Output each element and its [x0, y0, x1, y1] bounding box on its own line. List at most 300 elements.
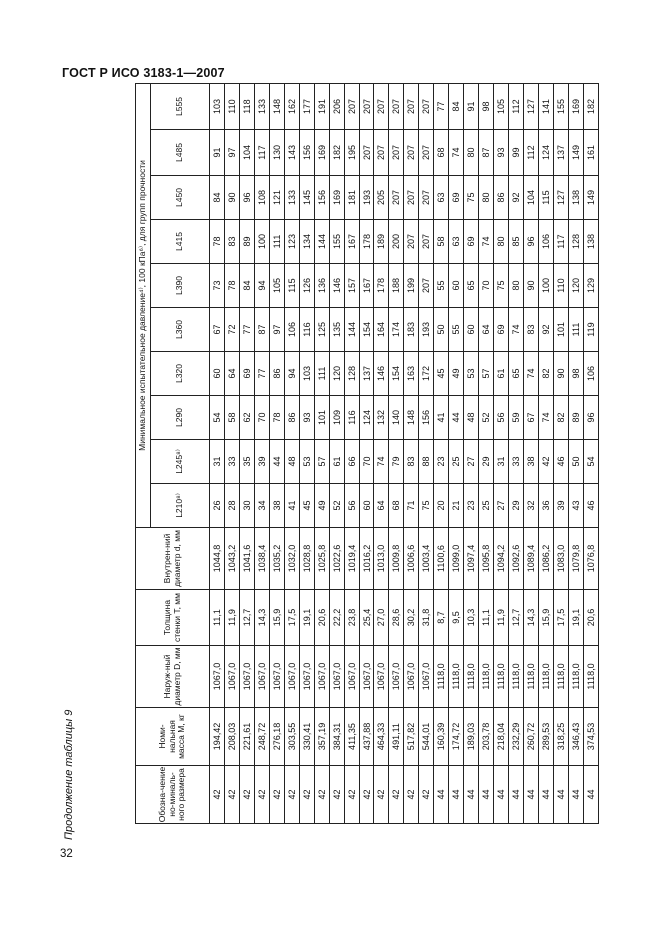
table-cell: 464,33 [374, 708, 389, 766]
table-cell: 146 [329, 264, 344, 308]
table-cell: 44 [568, 766, 583, 824]
table-cell: 39 [553, 484, 568, 528]
table-cell: 154 [359, 308, 374, 352]
table-cell: 50 [568, 440, 583, 484]
table-cell: 65 [464, 264, 479, 308]
table-cell: 31,8 [419, 590, 434, 646]
table-cell: 111 [568, 308, 583, 352]
table-cell: 48 [284, 440, 299, 484]
table-cell: 104 [239, 130, 254, 176]
table-cell: 90 [553, 352, 568, 396]
table-cell: 82 [538, 352, 553, 396]
table-cell: 84 [210, 176, 225, 220]
table-cell: 1067,0 [419, 646, 434, 708]
table-cell: 155 [329, 220, 344, 264]
table-cell: 374,53 [583, 708, 598, 766]
table-cell: 203,78 [479, 708, 494, 766]
table-cell: 1118,0 [524, 646, 539, 708]
table-cell: 191 [314, 84, 329, 130]
table-cell: 248,72 [254, 708, 269, 766]
table-cell: 23,8 [344, 590, 359, 646]
table-cell: 11,1 [210, 590, 225, 646]
table-cell: 52 [329, 484, 344, 528]
table-cell: 42 [210, 766, 225, 824]
table-cell: 115 [538, 176, 553, 220]
table-cell: 208,03 [224, 708, 239, 766]
table-cell: 39 [254, 440, 269, 484]
table-cell: 20,6 [583, 590, 598, 646]
table-cell: 189,03 [464, 708, 479, 766]
table-cell: 75 [494, 264, 509, 308]
table-cell: 207 [419, 176, 434, 220]
table-cell: 194,42 [210, 708, 225, 766]
table-cell: 42 [329, 766, 344, 824]
table-body [210, 84, 599, 824]
table-cell: 138 [568, 176, 583, 220]
table-cell: 60 [464, 308, 479, 352]
table-cell: 28,6 [389, 590, 404, 646]
table-cell: 106 [284, 308, 299, 352]
table-cell: 25 [449, 440, 464, 484]
table-cell: 57 [479, 352, 494, 396]
table-cell: 181 [344, 176, 359, 220]
table-cell: 68 [434, 130, 449, 176]
table-cell: 78 [224, 264, 239, 308]
table-cell: 120 [329, 352, 344, 396]
table-cell: 124 [359, 396, 374, 440]
table-cell: 106 [583, 352, 598, 396]
table-cell: 110 [224, 84, 239, 130]
table-cell: 88 [419, 440, 434, 484]
table-cell: 70 [479, 264, 494, 308]
table-cell: 138 [583, 220, 598, 264]
table-cell: 64 [224, 352, 239, 396]
table-cell: 1067,0 [329, 646, 344, 708]
table-cell: 491,11 [389, 708, 404, 766]
table-cell: 199 [404, 264, 419, 308]
table-row [449, 84, 464, 824]
table-cell: 1067,0 [239, 646, 254, 708]
grade-header: L390 [151, 264, 210, 308]
table-cell: 207 [419, 84, 434, 130]
table-cell: 115 [284, 264, 299, 308]
table-cell: 25 [479, 484, 494, 528]
table-cell: 23 [464, 484, 479, 528]
table-row [239, 84, 254, 824]
table-cell: 124 [538, 130, 553, 176]
table-row [419, 84, 434, 824]
table-cell: 83 [224, 220, 239, 264]
table-cell: 42 [404, 766, 419, 824]
table-cell: 67 [524, 396, 539, 440]
table-cell: 85 [509, 220, 524, 264]
table-cell: 116 [299, 308, 314, 352]
table-cell: 164 [374, 308, 389, 352]
table-cell: 87 [479, 130, 494, 176]
table-cell: 103 [299, 352, 314, 396]
table-cell: 44 [464, 766, 479, 824]
table-cell: 96 [583, 396, 598, 440]
column-header: Внутрен-ний диаметр d, мм [136, 528, 210, 590]
table-cell: 127 [553, 176, 568, 220]
table-cell: 189 [374, 220, 389, 264]
table-cell: 112 [509, 84, 524, 130]
table-cell: 182 [583, 84, 598, 130]
table-cell: 149 [583, 176, 598, 220]
table-cell: 232,29 [509, 708, 524, 766]
table-cell: 38 [524, 440, 539, 484]
table-cell: 90 [524, 264, 539, 308]
table-cell: 1019,4 [344, 528, 359, 590]
table-cell: 80 [494, 220, 509, 264]
table-cell: 112 [524, 130, 539, 176]
table-cell: 42 [284, 766, 299, 824]
table-cell: 130 [269, 130, 284, 176]
table-cell: 207 [404, 220, 419, 264]
grade-header: L290 [151, 396, 210, 440]
table-cell: 1079,8 [568, 528, 583, 590]
table-cell: 97 [269, 308, 284, 352]
table-cell: 177 [299, 84, 314, 130]
table-cell: 91 [210, 130, 225, 176]
table-cell: 56 [494, 396, 509, 440]
table-cell: 144 [344, 308, 359, 352]
table-cell: 42 [374, 766, 389, 824]
table-cell: 56 [344, 484, 359, 528]
table-cell: 163 [404, 352, 419, 396]
table-cell: 1076,8 [583, 528, 598, 590]
grade-header: L320 [151, 352, 210, 396]
table-cell: 517,82 [404, 708, 419, 766]
table-cell: 41 [434, 396, 449, 440]
table-cell: 55 [434, 264, 449, 308]
table-cell: 205 [374, 176, 389, 220]
table-cell: 44 [434, 766, 449, 824]
table-cell: 127 [524, 84, 539, 130]
table-cell: 117 [254, 130, 269, 176]
table-row [538, 84, 553, 824]
table-cell: 1118,0 [509, 646, 524, 708]
table-cell: 1038,4 [254, 528, 269, 590]
table-cell: 77 [254, 352, 269, 396]
table-cell: 11,9 [224, 590, 239, 646]
table-cell: 207 [404, 176, 419, 220]
table-cell: 15,9 [269, 590, 284, 646]
table-cell: 53 [299, 440, 314, 484]
table-cell: 169 [329, 176, 344, 220]
table-cell: 69 [449, 176, 464, 220]
table-cell: 89 [239, 220, 254, 264]
table-cell: 188 [389, 264, 404, 308]
table-cell: 207 [359, 84, 374, 130]
table-cell: 69 [494, 308, 509, 352]
grade-header: L360 [151, 308, 210, 352]
table-cell: 1100,6 [434, 528, 449, 590]
document-title: ГОСТ Р ИСО 3183-1—2007 [62, 66, 225, 80]
table-cell: 1118,0 [479, 646, 494, 708]
table-cell: 169 [314, 130, 329, 176]
table-cell: 207 [404, 84, 419, 130]
table-cell: 31 [210, 440, 225, 484]
table-cell: 207 [359, 130, 374, 176]
table-row [524, 84, 539, 824]
table-cell: 17,5 [553, 590, 568, 646]
table-cell: 65 [509, 352, 524, 396]
table-cell: 129 [583, 264, 598, 308]
table-cell: 46 [583, 484, 598, 528]
table-cell: 36 [538, 484, 553, 528]
table-cell: 29 [509, 484, 524, 528]
table-cell: 167 [359, 264, 374, 308]
table-cell: 31 [494, 440, 509, 484]
table-cell: 1118,0 [434, 646, 449, 708]
table-cell: 98 [479, 84, 494, 130]
table-cell: 26 [210, 484, 225, 528]
table-cell: 52 [479, 396, 494, 440]
table-cell: 22,2 [329, 590, 344, 646]
table-cell: 11,9 [494, 590, 509, 646]
table-row [404, 84, 419, 824]
table-cell: 42 [538, 440, 553, 484]
table-cell: 1032,0 [284, 528, 299, 590]
table-cell: 42 [314, 766, 329, 824]
table-cell: 1067,0 [210, 646, 225, 708]
table-row [568, 84, 583, 824]
table-cell: 169 [568, 84, 583, 130]
table-cell: 1016,2 [359, 528, 374, 590]
table-row [329, 84, 344, 824]
table-cell: 1067,0 [374, 646, 389, 708]
table-cell: 34 [254, 484, 269, 528]
table-cell: 1118,0 [494, 646, 509, 708]
column-header: Наруж-ный диаметр D, мм [136, 646, 210, 708]
table-cell: 207 [419, 264, 434, 308]
table-cell: 43 [568, 484, 583, 528]
table-cell: 44 [538, 766, 553, 824]
table-cell: 12,7 [239, 590, 254, 646]
table-cell: 384,31 [329, 708, 344, 766]
table-cell: 70 [254, 396, 269, 440]
table-cell: 54 [583, 440, 598, 484]
table-cell: 110 [553, 264, 568, 308]
table-cell: 121 [269, 176, 284, 220]
table-cell: 137 [553, 130, 568, 176]
table-cell: 94 [284, 352, 299, 396]
table-cell: 86 [284, 396, 299, 440]
table-cell: 137 [359, 352, 374, 396]
table-cell: 148 [404, 396, 419, 440]
table-cell: 140 [389, 396, 404, 440]
table-cell: 42 [254, 766, 269, 824]
grade-header: L245⁸⁾ [151, 440, 210, 484]
table-cell: 45 [299, 484, 314, 528]
table-cell: 75 [464, 176, 479, 220]
table-cell: 195 [344, 130, 359, 176]
table-cell: 15,9 [538, 590, 553, 646]
table-row [464, 84, 479, 824]
table-cell: 60 [359, 484, 374, 528]
table-cell: 172 [419, 352, 434, 396]
table-cell: 9,5 [449, 590, 464, 646]
table-cell: 86 [269, 352, 284, 396]
table-cell: 101 [553, 308, 568, 352]
table-cell: 289,53 [538, 708, 553, 766]
table-cell: 118 [239, 84, 254, 130]
table-cell: 108 [254, 176, 269, 220]
table-cell: 46 [553, 440, 568, 484]
table-cell: 60 [449, 264, 464, 308]
table-cell: 55 [449, 308, 464, 352]
table-cell: 148 [269, 84, 284, 130]
table-cell: 154 [389, 352, 404, 396]
table-cell: 1095,8 [479, 528, 494, 590]
table-cell: 78 [210, 220, 225, 264]
table-cell: 1013,0 [374, 528, 389, 590]
table-cell: 87 [254, 308, 269, 352]
table-cell: 44 [553, 766, 568, 824]
table-cell: 23 [434, 440, 449, 484]
table-cell: 128 [344, 352, 359, 396]
table-cell: 207 [389, 176, 404, 220]
table-cell: 74 [374, 440, 389, 484]
table-cell: 64 [374, 484, 389, 528]
table-cell: 276,18 [269, 708, 284, 766]
table-cell: 42 [269, 766, 284, 824]
table-cell: 544,01 [419, 708, 434, 766]
table-cell: 178 [374, 264, 389, 308]
table-cell: 157 [344, 264, 359, 308]
table-cell: 42 [419, 766, 434, 824]
table-cell: 1118,0 [464, 646, 479, 708]
table-row [434, 84, 449, 824]
table-cell: 78 [269, 396, 284, 440]
table-cell: 260,72 [524, 708, 539, 766]
table-cell: 91 [464, 84, 479, 130]
table-cell: 96 [524, 220, 539, 264]
table-cell: 1118,0 [553, 646, 568, 708]
table-cell: 104 [524, 176, 539, 220]
table-row [210, 84, 225, 824]
table-cell: 80 [509, 264, 524, 308]
table-row [314, 84, 329, 824]
table-cell: 411,35 [344, 708, 359, 766]
table-cell: 74 [509, 308, 524, 352]
table-cell: 1067,0 [284, 646, 299, 708]
table-cell: 207 [374, 84, 389, 130]
table-cell: 1043,2 [224, 528, 239, 590]
table-cell: 1092,6 [509, 528, 524, 590]
table-cell: 156 [314, 176, 329, 220]
table-cell: 1035,2 [269, 528, 284, 590]
table-cell: 38 [269, 484, 284, 528]
table-cell: 70 [359, 440, 374, 484]
table-cell: 101 [314, 396, 329, 440]
table-cell: 117 [553, 220, 568, 264]
table-row [254, 84, 269, 824]
table-row [344, 84, 359, 824]
page-number: 32 [60, 848, 73, 860]
table-cell: 128 [568, 220, 583, 264]
table-cell: 25,4 [359, 590, 374, 646]
table-cell: 42 [359, 766, 374, 824]
table-cell: 1097,4 [464, 528, 479, 590]
table-cell: 174 [389, 308, 404, 352]
table-cell: 160,39 [434, 708, 449, 766]
table-cell: 218,04 [494, 708, 509, 766]
table-cell: 42 [389, 766, 404, 824]
table-cell: 94 [254, 264, 269, 308]
column-header: Толщина стенки T, мм [136, 590, 210, 646]
table-cell: 1009,8 [389, 528, 404, 590]
table-cell: 42 [224, 766, 239, 824]
table-cell: 44 [509, 766, 524, 824]
table-cell: 97 [224, 130, 239, 176]
table-cell: 41 [284, 484, 299, 528]
table-cell: 1099,0 [449, 528, 464, 590]
table-cell: 133 [254, 84, 269, 130]
table-cell: 149 [568, 130, 583, 176]
table-cell: 27 [464, 440, 479, 484]
table-cell: 207 [404, 130, 419, 176]
table-cell: 44 [449, 396, 464, 440]
table-cell: 28 [224, 484, 239, 528]
table-cell: 1025,8 [314, 528, 329, 590]
table-cell: 1022,6 [329, 528, 344, 590]
table-cell: 1118,0 [538, 646, 553, 708]
table-cell: 64 [479, 308, 494, 352]
table-cell: 84 [449, 84, 464, 130]
table-cell: 58 [434, 220, 449, 264]
table-row [389, 84, 404, 824]
table-cell: 80 [479, 176, 494, 220]
table-cell: 1083,0 [553, 528, 568, 590]
table-cell: 346,43 [568, 708, 583, 766]
table-cell: 1118,0 [583, 646, 598, 708]
table-row [494, 84, 509, 824]
table-cell: 69 [239, 352, 254, 396]
rotated-table-container [135, 84, 599, 824]
table-cell: 57 [314, 440, 329, 484]
table-cell: 155 [553, 84, 568, 130]
table-cell: 19,1 [568, 590, 583, 646]
table-cell: 132 [374, 396, 389, 440]
table-cell: 33 [224, 440, 239, 484]
table-cell: 1028,8 [299, 528, 314, 590]
table-row [553, 84, 568, 824]
table-cell: 1067,0 [344, 646, 359, 708]
table-cell: 60 [210, 352, 225, 396]
table-cell: 1067,0 [254, 646, 269, 708]
table-cell: 84 [239, 264, 254, 308]
table-cell: 1089,4 [524, 528, 539, 590]
table-cell: 357,19 [314, 708, 329, 766]
table-cell: 221,61 [239, 708, 254, 766]
table-cell: 58 [224, 396, 239, 440]
table-cell: 8,7 [434, 590, 449, 646]
table-cell: 1003,4 [419, 528, 434, 590]
table-cell: 61 [329, 440, 344, 484]
table-cell: 116 [344, 396, 359, 440]
table-cell: 1041,6 [239, 528, 254, 590]
table-row [359, 84, 374, 824]
table-cell: 49 [449, 352, 464, 396]
table-cell: 69 [464, 220, 479, 264]
table-cell: 1067,0 [404, 646, 419, 708]
table-cell: 167 [344, 220, 359, 264]
table-cell: 63 [434, 176, 449, 220]
table-cell: 135 [329, 308, 344, 352]
table-cell: 68 [389, 484, 404, 528]
